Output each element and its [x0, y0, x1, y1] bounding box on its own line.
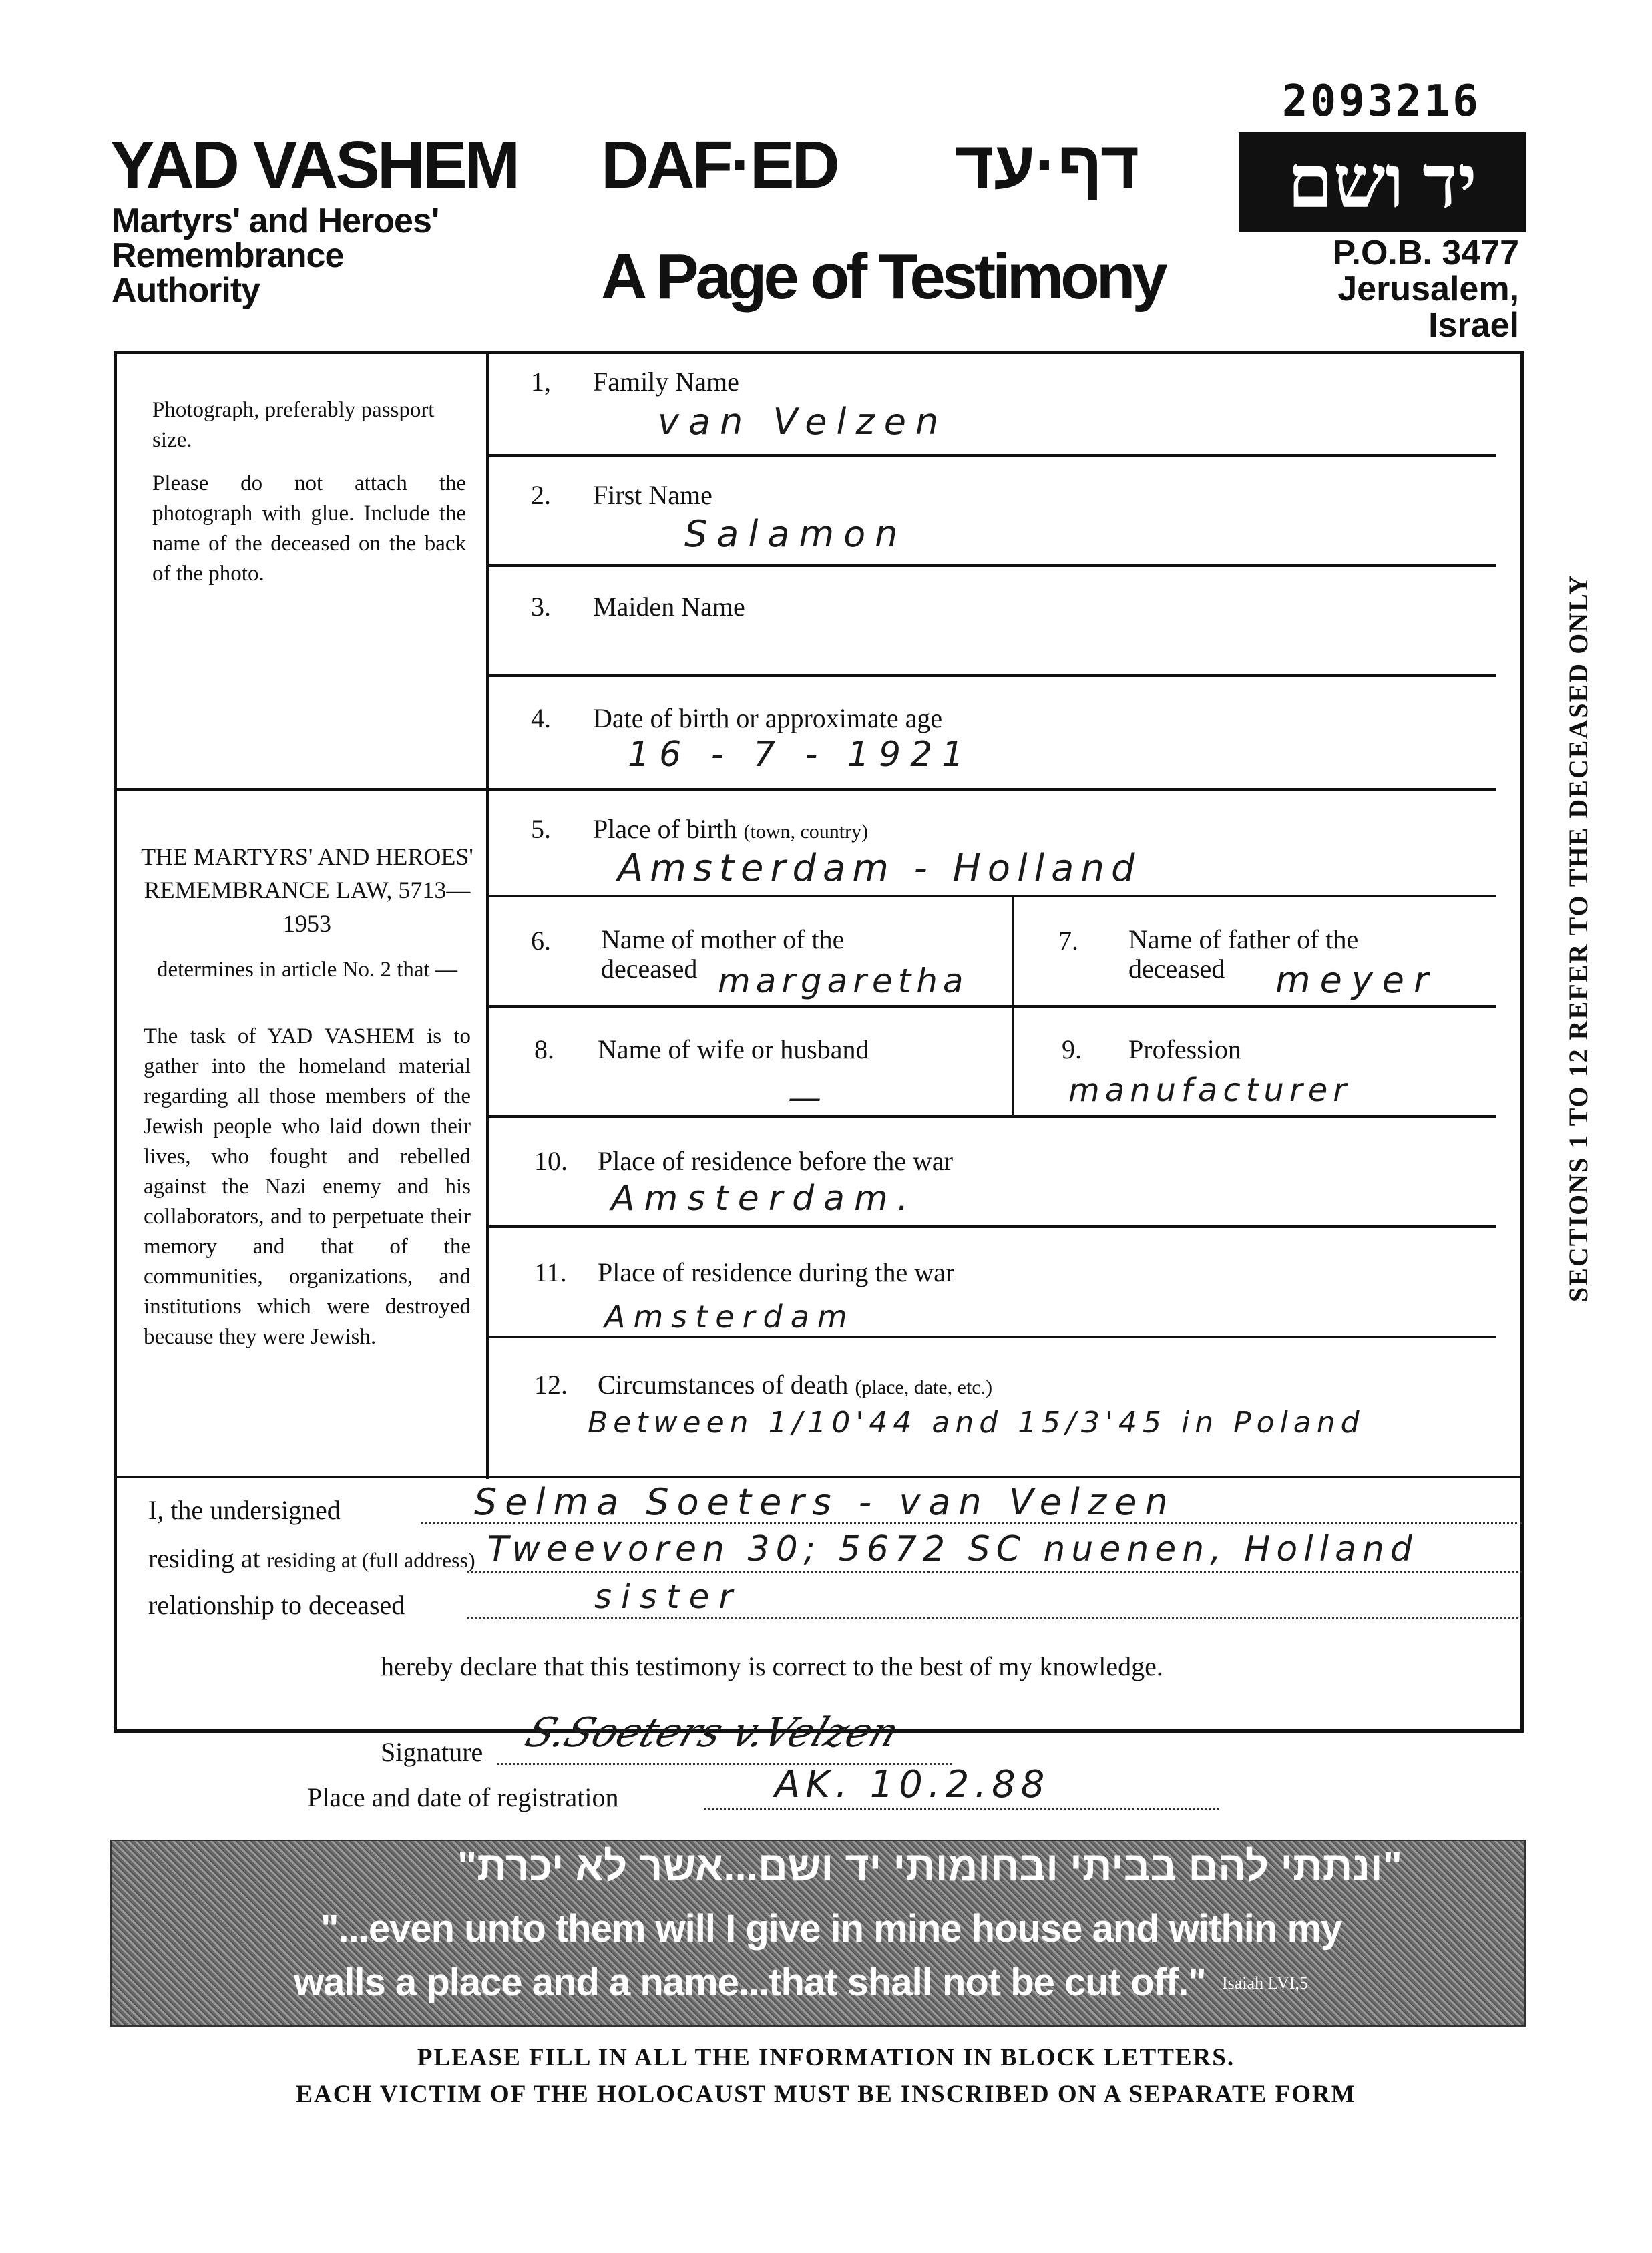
document-number: 2093216	[1282, 77, 1481, 126]
maiden-name-label: Maiden Name	[593, 592, 745, 622]
left-column-divider	[486, 351, 489, 1479]
birth-place-label: Place of birth (town, country)	[593, 814, 869, 844]
declaration-divider	[114, 1476, 1524, 1478]
spouse-name-value: —	[788, 1078, 831, 1117]
law-title: THE MARTYRS' AND HEROES' REMEMBRANCE LAW, 5713—1953	[141, 843, 473, 937]
signature-label: Signature	[381, 1737, 483, 1767]
profession-value: manufacturer	[1068, 1072, 1352, 1109]
war-residence-value: Amsterdam	[604, 1299, 855, 1335]
mother-name-value: margaretha	[718, 962, 969, 1000]
banner-reference: Isaiah LVI,5	[1222, 1973, 1309, 1993]
spouse-name-label: Name of wife or husband	[598, 1034, 869, 1064]
death-circumstances-value: Between 1/10'44 and 15/3'45 in Poland	[588, 1406, 1365, 1440]
yad-vashem-logo: יד ושם	[1239, 132, 1526, 232]
war-residence-label: Place of residence during the war	[598, 1257, 955, 1287]
banner-english-line-1: "...even unto them will I give in mine house and within my	[321, 1907, 1342, 1951]
undersigned-value: Selma Soeters - van Velzen	[474, 1481, 1176, 1523]
footer-instruction-2: EACH VICTIM OF THE HOLOCAUST MUST BE INSCRIBED ON A SEPARATE FORM	[296, 2081, 1356, 2108]
banner-hebrew-quote: "ונתתי להם בביתי ובחומותי יד ושם...אשר לא יכרת"	[457, 1844, 1402, 1890]
postal-address	[1239, 235, 1519, 343]
photo-box-bottom	[114, 788, 487, 791]
mother-name-label: Name of mother of the deceased	[601, 924, 845, 984]
death-circumstances-label: Circumstances of death (place, date, etc.)	[598, 1370, 993, 1400]
residing-label: residing at residing at (full address)	[148, 1543, 475, 1573]
relationship-value: sister	[594, 1577, 742, 1616]
first-name-label: First Name	[593, 480, 712, 510]
daf-ed-title: DAF·ED	[601, 128, 837, 202]
first-name-value: Salamon	[684, 513, 907, 555]
org-subtitle: Martyrs' and Heroes' Remembrance Authority	[112, 202, 439, 310]
po-box: P.O.B. 3477	[1332, 234, 1519, 272]
page-title: A Page of Testimony	[601, 241, 1165, 313]
family-name-label: Family Name	[593, 367, 739, 397]
prewar-residence-label: Place of residence before the war	[598, 1146, 953, 1176]
daf-ed-hebrew-title: דף·עד	[955, 128, 1140, 202]
law-text: The task of YAD VASHEM is to gather into the homeland material regarding all those members of the Jewish people who laid down their lives, who fought and rebelled against the Nazi enemy and his collaborators, and to perpetuate their memory and that of the communities, organizations, and institutions which were destroyed because they were Jewish.	[144, 1024, 471, 1349]
banner-english-line-2: walls a place and a name...that shall not be cut off."	[294, 1961, 1206, 2004]
profession-label: Profession	[1128, 1034, 1241, 1064]
prewar-residence-value: Amsterdam.	[611, 1179, 918, 1219]
city: Jerusalem, Israel	[1337, 270, 1519, 345]
registration-label: Place and date of registration	[307, 1782, 619, 1812]
law-intro: determines in article No. 2 that —	[157, 958, 457, 982]
father-name-label: Name of father of the deceased	[1128, 924, 1359, 984]
relationship-label: relationship to deceased	[148, 1590, 405, 1620]
residing-value: Tweevoren 30; 5672 SC nuenen, Holland	[487, 1529, 1418, 1569]
birth-place-value: Amsterdam - Holland	[618, 847, 1142, 890]
signature-value: S.Soeters v.Velzen	[519, 1709, 905, 1756]
birth-date-value: 16 - 7 - 1921	[628, 735, 974, 775]
photo-note: Photograph, preferably passport size.	[152, 398, 435, 452]
father-name-value: meyer	[1275, 959, 1438, 1001]
family-name-value: van Velzen	[658, 401, 948, 443]
org-title: YAD VASHEM	[110, 128, 518, 202]
birth-date-label: Date of birth or approximate age	[593, 703, 943, 733]
photo-glue-note: Please do not attach the photograph with glue. Include the name of the deceased on the back of the photo.	[152, 471, 466, 586]
sections-note: SECTIONS 1 TO 12 REFER TO THE DECEASED ONLY	[1563, 574, 1593, 1302]
declaration-statement: hereby declare that this testimony is correct to the best of my knowledge.	[381, 1651, 1163, 1681]
footer-instruction-1: PLEASE FILL IN ALL THE INFORMATION IN BLOCK LETTERS.	[417, 2044, 1235, 2071]
registration-value: AK. 10.2.88	[775, 1763, 1050, 1806]
undersigned-label: I, the undersigned	[148, 1495, 341, 1525]
